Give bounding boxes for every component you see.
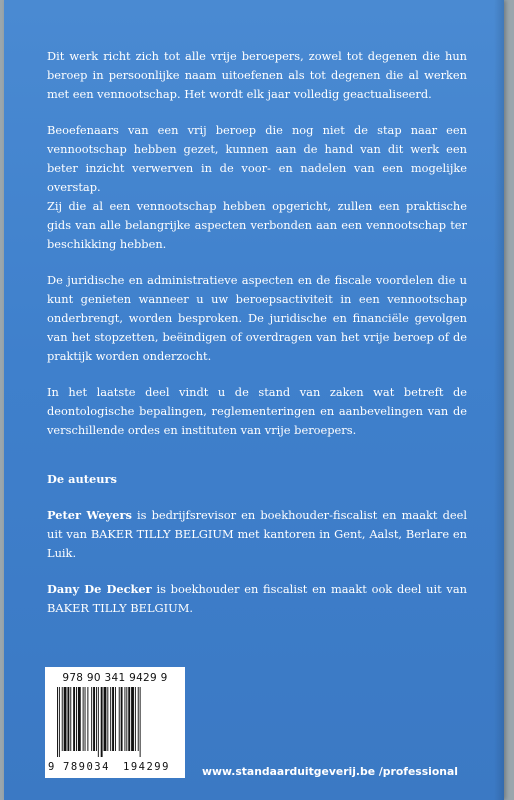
- barcode-icon: [57, 687, 179, 757]
- publisher-url[interactable]: www.standaarduitgeverij.be /professional: [202, 765, 458, 778]
- paragraph-existing-companies: Zij die al een vennootschap hebben opgericht, zullen een praktische gids van alle belangrijke aspecten verbonden aan een vennootschap ter beschikking hebben.: [47, 199, 467, 251]
- isbn-number: 978 90 341 9429 9: [62, 672, 168, 684]
- author-1-bio: is bedrijfsrevisor en boekhouder-fiscalist en maakt deel uit van BAKER TILLY BELGIUM met kantoren in Gent, Aalst, Berlare en Luik.: [47, 508, 468, 560]
- ean-digits: [45, 761, 185, 775]
- ean-left-digits: 789034: [63, 761, 110, 773]
- author-2-name: Dany De Decker: [47, 582, 152, 596]
- paragraph-intro: Dit werk richt zich tot alle vrije beroepers, zowel tot degenen die hun beroep in persoonlijke naam uitoefenen als tot degenen die al werken met een vennootschap. Het wordt elk jaar volledig geactualiseerd.: [47, 49, 467, 101]
- author-2: [47, 580, 467, 618]
- paragraph-deontology: In het laatste deel vindt u de stand van zaken wat betreft de deontologische bepalingen, reglementeringen en aanbevelingen van de verschillende ordes en instituten van vrije beroepers.: [47, 385, 467, 437]
- barcode-label: [45, 667, 185, 778]
- back-cover: [4, 0, 504, 800]
- authors-heading: De auteurs: [47, 472, 117, 486]
- author-1-name: Peter Weyers: [47, 508, 132, 522]
- ean-right-digits: 194299: [123, 761, 170, 773]
- ean-first-digit: 9: [48, 761, 55, 773]
- paragraph-aspects: De juridische en administratieve aspecten en de fiscale voordelen die u kunt genieten wanneer u uw beroepsactiviteit in een vennootschap onderbrengt, worden besproken. De juridische en financiële gevolgen van het stopzetten, beëindigen of overdragen van het vrije beroep of de praktijk worden onderzocht.: [47, 273, 467, 363]
- author-1: [47, 506, 467, 563]
- author-2-bio: is boekhouder en fiscalist en maakt ook deel uit van BAKER TILLY BELGIUM.: [47, 582, 467, 615]
- description-text: [47, 47, 467, 618]
- cover-edge-shade: [494, 0, 504, 800]
- paragraph-new-practitioners: Beoefenaars van een vrij beroep die nog niet de stap naar een vennootschap hebben gezet, kunnen aan de hand van dit werk een beter inzicht verwerven in de voor- en nadelen van een mogelijke overstap.: [47, 123, 467, 194]
